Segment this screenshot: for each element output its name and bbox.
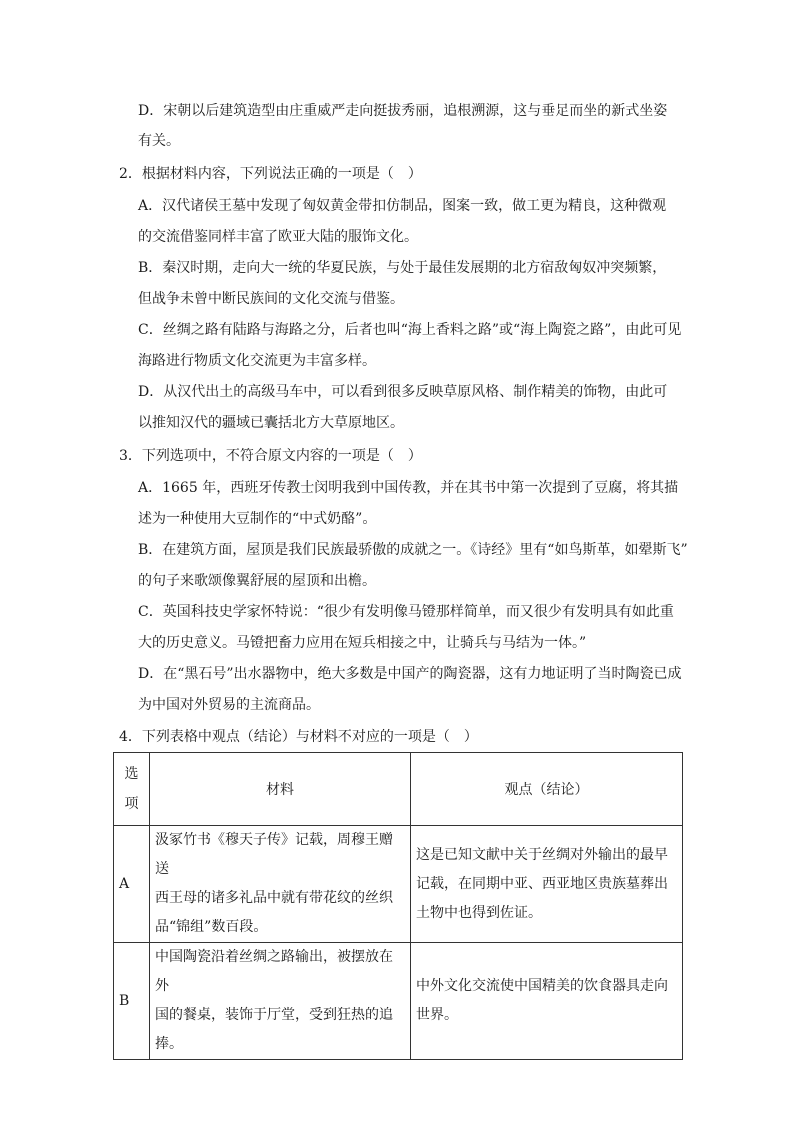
table-header-row: [114, 753, 683, 826]
row-a-view-line3: 土物中也得到佐证。: [416, 904, 542, 921]
q2-option-a-line1: A．汉代诸侯王墓中发现了匈奴黄金带扣仿制品，图案一致，做工更为精良，这种微观: [138, 198, 667, 214]
question-2-stem: 2．根据材料内容，下列说法正确的一项是（ ）: [119, 166, 422, 182]
row-b-view-line1: 中外文化交流使中国精美的饮食器具走向: [416, 978, 668, 994]
q3-option-d-line2: 为中国对外贸易的主流商品。: [138, 697, 320, 713]
row-b-material-line2: 国的餐桌，装饰于厅堂，受到狂热的追捧。: [155, 1007, 393, 1052]
table-row: [114, 826, 683, 943]
q2-option-d-line2: 以推知汉代的疆域已囊括北方大草原地区。: [138, 415, 404, 431]
row-a-view-line1: 这是已知文献中关于丝绸对外输出的最早: [416, 846, 668, 863]
header-option: [114, 753, 150, 826]
q3-option-d-line1: D．在“黑石号”出水器物中，绝大多数是中国产的陶瓷器，这有力地证明了当时陶瓷已成: [138, 666, 682, 682]
row-a-material: [150, 826, 411, 943]
q2-option-c-line2: 海路进行物质文化交流更为丰富多样。: [138, 353, 376, 369]
row-b-option: B: [114, 943, 150, 1060]
q3-option-c-line1: C．英国科技史学家怀特说：“很少有发明像马镫那样简单，而又很少有发明具有如此重: [138, 604, 674, 620]
q3-option-b-line1: B．在建筑方面，屋顶是我们民族最骄傲的成就之一。《诗经》里有“如鸟斯革，如翚斯飞”: [138, 542, 688, 558]
q2-option-a-line2: 的交流借鉴同样丰富了欧亚大陆的服饰文化。: [138, 229, 418, 245]
q2-option-d-line1: D．从汉代出土的高级马车中，可以看到很多反映草原风格、制作精美的饰物，由此可: [138, 384, 668, 400]
q3-option-b-line2: 的句子来歌颂像翼舒展的屋顶和出檐。: [138, 573, 376, 589]
q3-option-a-line2: 述为一种使用大豆制作的“中式奶酪”。: [138, 511, 377, 527]
header-material: 材料: [150, 753, 411, 826]
row-a-material-line1: 汲冢竹书《穆天子传》记载，周穆王赠送: [155, 832, 393, 877]
question-4-stem: 4．下列表格中观点（结论）与材料不对应的一项是（ ）: [119, 729, 478, 745]
q3-option-a-line1: A．1665 年，西班牙传教士闵明我到中国传教，并在其书中第一次提到了豆腐，将其描: [138, 480, 679, 496]
table-row: [114, 943, 683, 1060]
row-a-view-line2: 记载，在同期中亚、西亚地区贵族墓葬出: [416, 875, 668, 892]
row-b-view: [411, 943, 683, 1060]
header-view: 观点（结论）: [411, 753, 683, 826]
q1-option-d-line2: 有关。: [138, 133, 180, 149]
row-a-option: A: [114, 826, 150, 943]
row-a-material-line3: 品“锦组”数百段。: [155, 919, 268, 935]
question-3-stem: 3．下列选项中，不符合原文内容的一项是（ ）: [119, 448, 422, 464]
row-b-material-line1: 中国陶瓷沿着丝绸之路输出，被摆放在外: [155, 949, 393, 994]
row-a-material-line2: 西王母的诸多礼品中就有带花纹的丝织: [155, 890, 393, 906]
row-b-material: [150, 943, 411, 1060]
q1-option-d-line1: D．宋朝以后建筑造型由庄重威严走向挺拔秀丽，追根溯源，这与垂足而坐的新式坐姿: [138, 103, 668, 119]
row-a-view: [411, 826, 683, 943]
header-option-line1: 选: [124, 766, 139, 782]
question-4-table: [113, 752, 683, 1060]
row-b-view-line2: 世界。: [416, 1007, 458, 1023]
header-option-line2: 项: [124, 796, 139, 812]
q2-option-c-line1: C．丝绸之路有陆路与海路之分，后者也叫“海上香料之路”或“海上陶瓷之路”，由此可见: [138, 322, 682, 338]
q2-option-b-line2: 但战争未曾中断民族间的文化交流与借鉴。: [138, 291, 404, 307]
q3-option-c-line2: 大的历史意义。马镫把畜力应用在短兵相接之中，让骑兵与马结为一体。”: [138, 635, 587, 651]
q2-option-b-line1: B．秦汉时期，走向大一统的华夏民族，与处于最佳发展期的北方宿敌匈奴冲突频繁，: [138, 260, 667, 276]
